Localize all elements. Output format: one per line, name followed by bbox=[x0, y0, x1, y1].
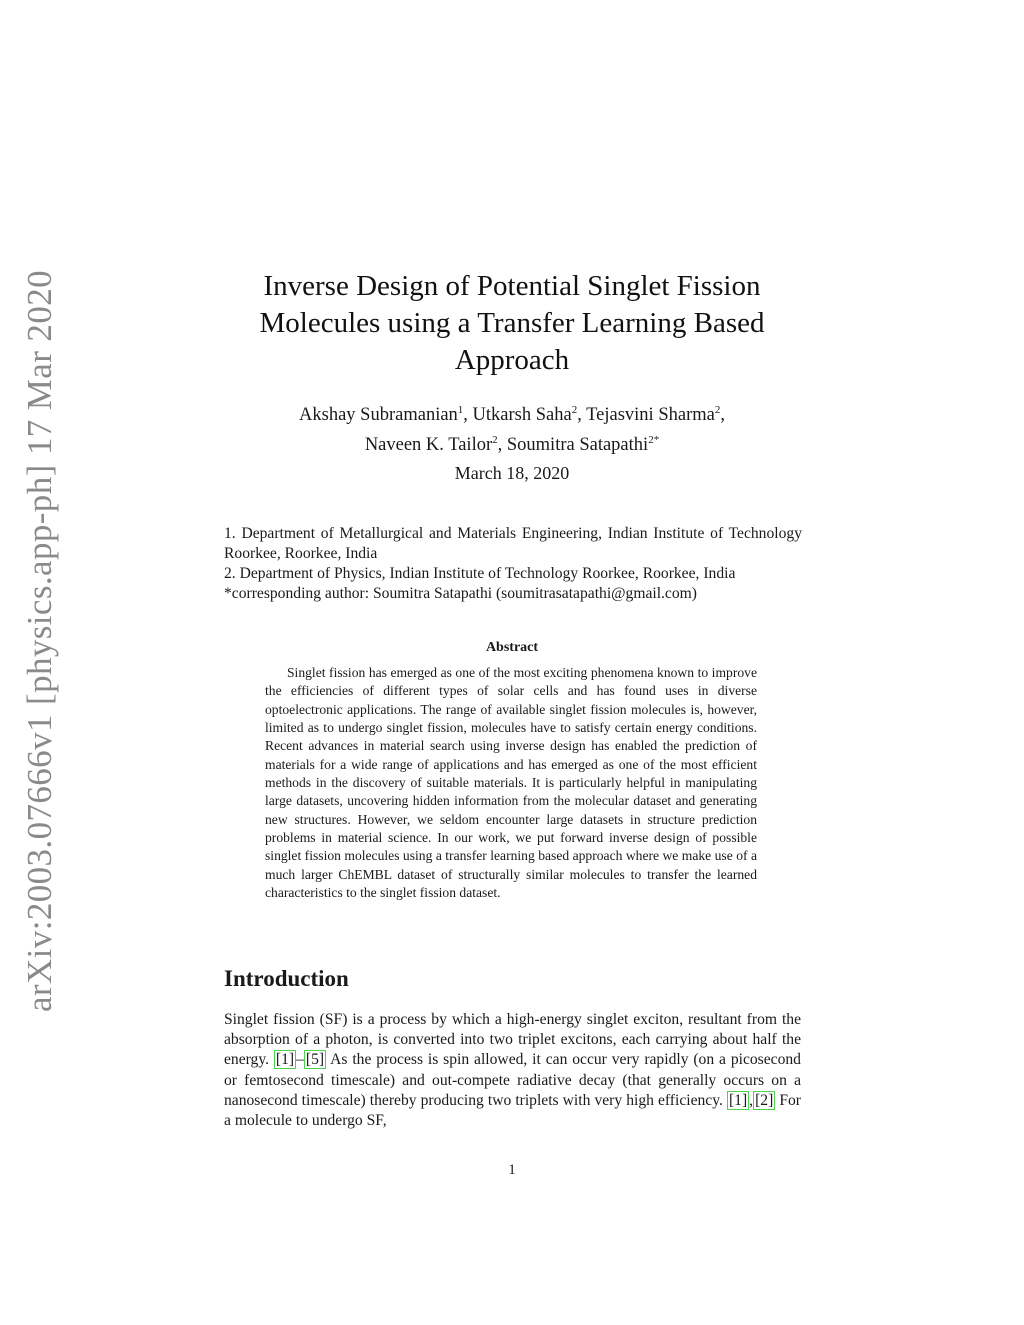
corresponding-author-line: *corresponding author: Soumitra Satapathi (soumitrasatapathi@gmail.com) bbox=[224, 585, 697, 602]
citation-link[interactable]: [1] bbox=[275, 1051, 295, 1069]
arxiv-identifier-stamp: arXiv:2003.07666v1 [physics.app-ph] 17 Mar 2020 bbox=[20, 269, 59, 1012]
author-affiliation-mark: 2 bbox=[571, 404, 578, 416]
affiliations bbox=[224, 524, 802, 604]
author-list: Akshay Subramanian$^1$, Utkarsh Saha$^2$, Tejasvini Sharma$^2$, Naveen K. Tailor$^2$, Soumitra Satapathi$^{2*}$ bbox=[299, 404, 725, 455]
author-name: Soumitra Satapathi bbox=[506, 435, 649, 455]
citation-link[interactable]: [1] bbox=[728, 1091, 748, 1109]
affiliation-line: 2. Department of Physics, Indian Institute of Technology Roorkee, Roorkee, India bbox=[224, 565, 736, 582]
paper-title: Inverse Design of Potential Singlet Fission Molecules using a Transfer Learning Based Approach bbox=[259, 270, 765, 376]
author-affiliation-mark: 1 bbox=[457, 404, 464, 416]
author-name: Tejasvini Sharma bbox=[586, 405, 715, 425]
citation-link[interactable]: [5] bbox=[305, 1051, 325, 1069]
author-name: Utkarsh Saha bbox=[472, 405, 572, 425]
abstract-heading: Abstract bbox=[485, 640, 539, 655]
introduction-paragraph: Singlet fission (SF) is a process by which a high-energy singlet exciton, resultant from the absorption of a photon, is converted into two triplet excitons, each carrying about half the energy. [1] – [5] As the process is spin allowed, it can occur very rapidly (on a picosecond or femtosecond timescale) and out-compete radiative decay (that generally occurs on a nanosecond timescale) thereby producing two triplets with very high efficiency. [1] , [2] For a molecule to undergo SF, bbox=[224, 1011, 801, 1130]
citation-link[interactable]: [2] bbox=[755, 1091, 774, 1109]
section-heading-introduction: Introduction bbox=[224, 966, 349, 991]
author-name: Naveen K. Tailor bbox=[364, 435, 493, 455]
abstract-text: Singlet fission has emerged as one of the most exciting phenomena known to improve the efficiencies of different types of solar cells and has found uses in diverse optoelectronic applications. The range of available singlet fission molecules is, however, limited as to undergo singlet fission, molecules have to satisfy certain energy conditions. Recent advances in material search using inverse design has enabled the prediction of materials for a wide range of applications and has emerged as one of the most efficient methods in the discovery of suitable materials. It is particularly helpful in manipulating large datasets, uncovering hidden information from the molecular dataset and generating new structures. However, we seldom encounter large datasets in structure prediction problems in material science. In our work, we put forward inverse design of possible singlet fission molecules using a transfer learning based approach where we make use of a much larger ChEMBL dataset of structurally similar molecules to transfer the learned characteristics to the singlet fission dataset. bbox=[265, 665, 757, 901]
author-affiliation-mark: 2 bbox=[714, 404, 721, 416]
author-affiliation-mark: 2* bbox=[648, 434, 660, 446]
author-affiliation-mark: 2 bbox=[492, 434, 498, 446]
publication-date: March 18, 2020 bbox=[454, 463, 570, 483]
page-number: 1 bbox=[508, 1162, 516, 1178]
affiliation-line: 1. Department of Metallurgical and Materials Engineering, Indian Institute of Technology Roorkee, Roorkee, India bbox=[224, 525, 802, 562]
author-name: Akshay Subramanian bbox=[299, 405, 458, 425]
